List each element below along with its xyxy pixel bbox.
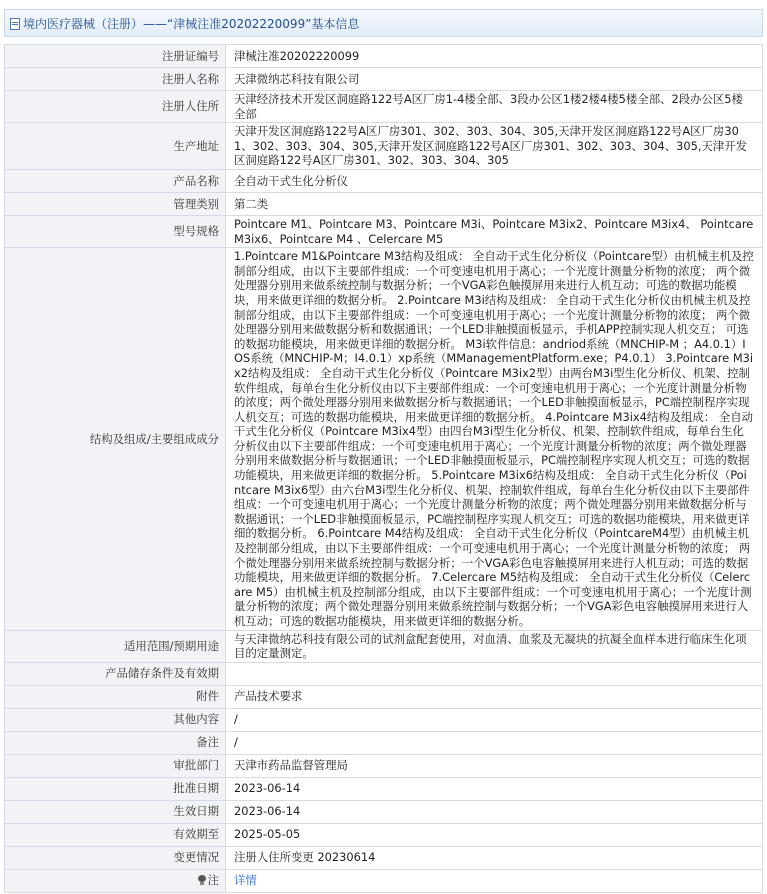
row-storage-validity [5, 662, 763, 685]
value [226, 662, 763, 685]
label: 变更情况 [5, 846, 226, 869]
value: 与天津微纳芯科技有限公司的试剂盒配套使用，对血清、血浆及无凝块的抗凝全血样本进行临床生化项目的定量测定。 [226, 630, 763, 662]
label: 注册人住所 [5, 91, 226, 123]
value: 注册人住所变更 20230614 [226, 846, 763, 869]
label: 管理类别 [5, 192, 226, 215]
label: 注册人名称 [5, 68, 226, 91]
document-icon [10, 18, 20, 30]
row-intended-use [5, 630, 763, 662]
label [5, 869, 226, 892]
label: 生产地址 [5, 123, 226, 170]
label: 产品名称 [5, 169, 226, 192]
value: 产品技术要求 [226, 685, 763, 708]
label: 审批部门 [5, 754, 226, 777]
light-bulb-icon [198, 875, 206, 885]
value: 天津微纳芯科技有限公司 [226, 68, 763, 91]
row-management-category [5, 192, 763, 215]
label: 结构及组成/主要组成成分 [5, 248, 226, 630]
label: 产品储存条件及有效期 [5, 662, 226, 685]
row-valid-until [5, 823, 763, 846]
page-header [4, 9, 763, 37]
row-registration-number [5, 45, 763, 68]
value: 2025-05-05 [226, 823, 763, 846]
label: 适用范围/预期用途 [5, 630, 226, 662]
label: 附件 [5, 685, 226, 708]
value: 1.Pointcare M1&Pointcare M3结构及组成： 全自动干式生化分析仪（Pointcare型）由机械主机及控制部分组成，由以下主要部件组成：一个可变速电机用于离心；一个光度计测量分析物的浓度； 两个微处理器分别用来做系统控制与数据分析；一个VGA彩色触摸屏用来进行人机互动；可选的数据功能模块，用来做更详细的数据分析。 2.Pointcare M3i结构及组成： 全自动干式生化分析仪由机械主机及控制部分组成，由以下主要部件组成：一个可变速电机用于离心；一个光度计测量分析物的浓度； 两个微处理器分别用来做数据分析和数据通讯；一个LED非触摸面板显示，手机APP控制实现人机交互； 可选的数据功能模块，用来做更详细的数据分析。 M3i软件信息：andriod系统（MNCHIP-M ；A4.0.1）IOS系统（MNCHIP-M；I4.0.1）xp系统（MManagementPlatform.exe；P4.0.1） 3.Pointcare M3ix2结构及组成： 全自动干式生化分析仪（Pointcare M3ix2型）由两台M3i型生化分析仪、机架、控制软件组成，每单台生化分析仪由以下主要部件组成：一个可变速电机用于离心；一个光度计测量分析物的浓度；两个微处理器分别用来做数据分析与数据通讯；一个LED非触摸面板显示，PC端控制程序实现人机交互；可选的数据功能模块，用来做更详细的数据分析。 4.Pointcare M3ix4结构及组成： 全自动干式生化分析仪（Pointcare M3ix4型）由四台M3i型生化分析仪、机架、控制软件组成，每单台生化分析仪由以下主要部件组成：一个可变速电机用于离心；一个光度计测量分析物的浓度；两个微处理器分别用来做数据分析与数据通讯；一个LED非触摸面板显示，PC端控制程序实现人机交互；可选的数据功能模块，用来做更详细的数据分析。 5.Pointcare M3ix6结构及组成： 全自动干式生化分析仪（Pointcare M3ix6型）由六台M3i型生化分析仪、机架、控制软件组成，每单台生化分析仪由以下主要部件组成：一个可变速电机用于离心；一个光度计测量分析物的浓度；两个微处理器分别用来做数据分析与数据通讯；一个LED非触摸面板显示，PC端控制程序实现人机交互；可选的数据功能模块，用来做更详细的数据分析。 6.Pointcare M4结构及组成： 全自动干式生化分析仪（PointcareM4型）由机械主机及控制部分组成，由以下主要部件组成：一个可变速电机用于离心；一个光度计测量分析物的浓度； 两个微处理器分别用来做系统控制与数据分析；一个VGA彩色电容触摸屏用来进行人机互动；可选的数据功能模块，用来做更详细的数据分析。 7.Celercare M5结构及组成： 全自动干式生化分析仪（Celercare M5）由机械主机及控制部分组成，由以下主要部件组成：一个可变速电机用于离心；一个光度计测量分析物的浓度；两个微处理器分别用来做系统控制与数据分析；一个VGA彩色电容触摸屏用来进行人机互动；可选的数据功能模块，用来做更详细的数据分析。 [226, 248, 763, 630]
row-production-address [5, 123, 763, 170]
row-approval-date [5, 777, 763, 800]
note-label: 注 [207, 873, 219, 888]
label: 其他内容 [5, 708, 226, 731]
value: 全自动干式生化分析仪 [226, 169, 763, 192]
value: / [226, 708, 763, 731]
label: 批准日期 [5, 777, 226, 800]
value: 天津经济技术开发区洞庭路122号A区厂房1-4楼全部、3段办公区1楼2楼4楼5楼全部、2段办公区5楼全部 [226, 91, 763, 123]
label: 有效期至 [5, 823, 226, 846]
page-title: 境内医疗器械（注册）——“津械注准20202220099”基本信息 [23, 16, 360, 31]
value: 2023-06-14 [226, 777, 763, 800]
value: 天津开发区洞庭路122号A区厂房301、302、303、304、305,天津开发区洞庭路122号A区厂房301、302、303、304、305,天津开发区洞庭路122号A区厂房301、302、303、304、305,天津开发区洞庭路122号A区厂房301、302、303、304、305 [226, 123, 763, 170]
value: 天津市药品监督管理局 [226, 754, 763, 777]
row-other-content [5, 708, 763, 731]
row-effective-date [5, 800, 763, 823]
row-attachment [5, 685, 763, 708]
row-remarks [5, 731, 763, 754]
value: 第二类 [226, 192, 763, 215]
row-note [5, 869, 763, 892]
row-registrant-address [5, 91, 763, 123]
details-link[interactable]: 详情 [234, 873, 257, 888]
info-table [4, 44, 763, 893]
value: / [226, 731, 763, 754]
row-change-history [5, 846, 763, 869]
row-approval-department [5, 754, 763, 777]
value: 2023-06-14 [226, 800, 763, 823]
label: 注册证编号 [5, 45, 226, 68]
row-product-name [5, 169, 763, 192]
label: 生效日期 [5, 800, 226, 823]
label: 型号规格 [5, 215, 226, 247]
value: Pointcare M1、Pointcare M3、Pointcare M3i、Pointcare M3ix2、Pointcare M3ix4、 Pointcare M3ix6、Pointcare M4 、Celercare M5 [226, 215, 763, 247]
row-registrant-name [5, 68, 763, 91]
row-structure-composition [5, 248, 763, 630]
label: 备注 [5, 731, 226, 754]
value [226, 869, 763, 892]
row-model-specification [5, 215, 763, 247]
value: 津械注准20202220099 [226, 45, 763, 68]
